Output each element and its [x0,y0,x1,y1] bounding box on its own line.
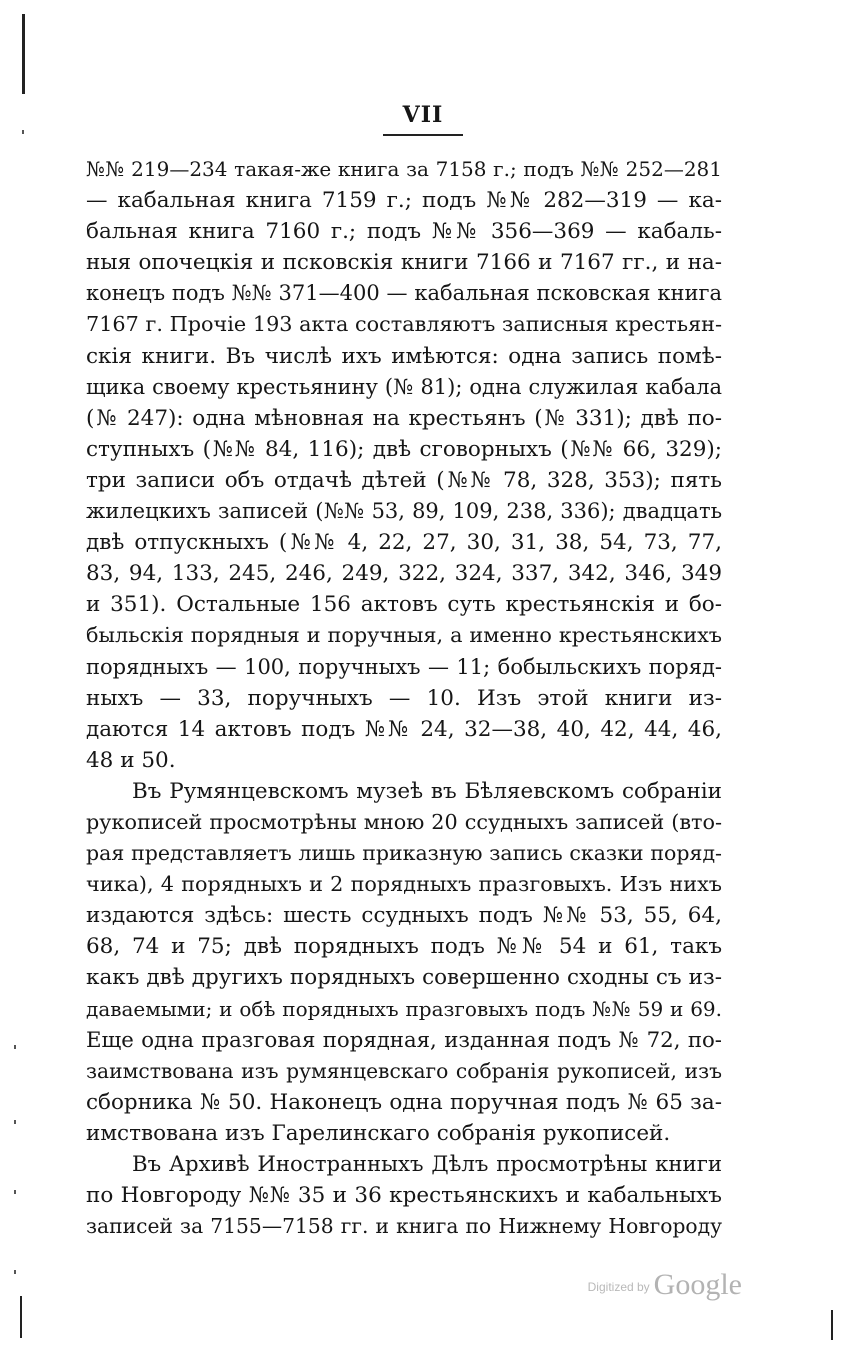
text-line: ступныхъ (№№ 84, 116); двѣ сговорныхъ (№№ 66, 329); [86,436,722,462]
text-line: даваемыми; и обѣ порядныхъ празговыхъ подъ №№ 59 и 69. [86,996,722,1021]
text-line: скія книги. Въ числѣ ихъ имѣются: одна запись помѣ- [86,343,722,369]
body-text [86,154,722,1242]
text-line: чика), 4 порядныхъ и 2 порядныхъ празговыхъ. Изъ нихъ [86,872,722,897]
text-line: №№ 219—234 такая-же книга за 7158 г.; подъ №№ 252—281 [86,157,722,181]
scan-speck [14,1120,16,1124]
text-line: Въ Архивѣ Иностранныхъ Дѣлъ просмотрѣны книги [132,1152,722,1177]
text-line: рукописей просмотрѣны мною 20 ссудныхъ записей (вто- [86,809,722,834]
text-line: ныхъ — 33, поручныхъ — 10. Изъ этой книги из- [86,685,722,711]
text-line: — кабальная книга 7159 г.; подъ №№ 282—319 — ка- [86,188,722,214]
text-line: издаются здѣсь: шесть ссудныхъ подъ №№ 53, 55, 64, [86,903,722,929]
text-line: 7167 г. Прочіе 193 акта составляютъ записныя крестьян- [86,312,722,337]
paragraph [86,1149,722,1242]
watermark-prefix: Digitized by [587,1280,650,1294]
text-line: даются 14 актовъ подъ №№ 24, 32—38, 40, 42, 44, 46, [86,716,722,742]
text-line: Еще одна празговая порядная, изданная подъ № 72, по- [86,1027,722,1053]
digitization-watermark [588,1268,742,1302]
text-line: записей за 7155—7158 гг. и книга по Нижнему Новгороду [86,1214,722,1239]
text-line: ныя опочецкія и псковскія книги 7166 и 7167 гг., и на- [86,250,722,276]
text-line: (№ 247): одна мѣновная на крестьянъ (№ 331); двѣ по- [86,405,722,431]
text-line: по Новгороду №№ 35 и 36 крестьянскихъ и кабальныхъ [86,1183,722,1209]
text-line: три записи объ отдачѣ дѣтей (№№ 78, 328, 353); пять [86,467,722,493]
page-header [0,104,846,136]
text-line: конецъ подъ №№ 371—400 — кабальная псковская книга [86,281,722,306]
page-number: VII [383,104,464,136]
text-line: 83, 94, 133, 245, 246, 249, 322, 324, 337, 342, 346, 349 [86,561,722,587]
paragraph [86,154,722,776]
text-line: бальная книга 7160 г.; подъ №№ 356—369 — кабаль- [86,219,722,245]
text-line: и 351). Остальные 156 актовъ суть крестьянскія и бо- [86,592,722,618]
paragraph [86,776,722,1149]
text-line: щика своему крестьянину (№ 81); одна служилая кабала [86,374,722,399]
scan-edge-mark [20,1296,22,1338]
text-line: какъ двѣ другихъ порядныхъ совершенно сходны съ из- [86,965,722,991]
text-line: Въ Румянцевскомъ музеѣ въ Бѣляевскомъ собраніи [132,778,722,804]
scan-edge-mark [831,1310,833,1340]
watermark-brand-logo: Google [653,1268,742,1301]
scan-edge-mark [22,14,25,94]
text-line: двѣ отпускныхъ (№№ 4, 22, 27, 30, 31, 38, 54, 73, 77, [86,530,722,556]
text-line: жилецкихъ записей (№№ 53, 89, 109, 238, 336); двадцать [86,499,722,524]
text-line: быльскія порядныя и поручныя, а именно крестьянскихъ [86,623,722,648]
text-line: заимствована изъ румянцевскаго собранія рукописей, изъ [86,1058,722,1083]
text-line: порядныхъ — 100, поручныхъ — 11; бобыльскихъ поряд- [86,654,722,679]
scan-speck [14,1045,16,1049]
text-line: 68, 74 и 75; двѣ порядныхъ подъ №№ 54 и 61, такъ [86,934,722,960]
text-line: рая представляетъ лишь приказную запись сказки поряд- [86,841,722,866]
scan-speck [14,1270,16,1274]
scan-speck [14,1190,16,1194]
text-line: имствована изъ Гарелинскаго собранія рукописей. [86,1120,671,1146]
text-line: 48 и 50. [86,747,176,773]
text-line: сборника № 50. Наконецъ одна поручная подъ № 65 за- [86,1089,722,1115]
